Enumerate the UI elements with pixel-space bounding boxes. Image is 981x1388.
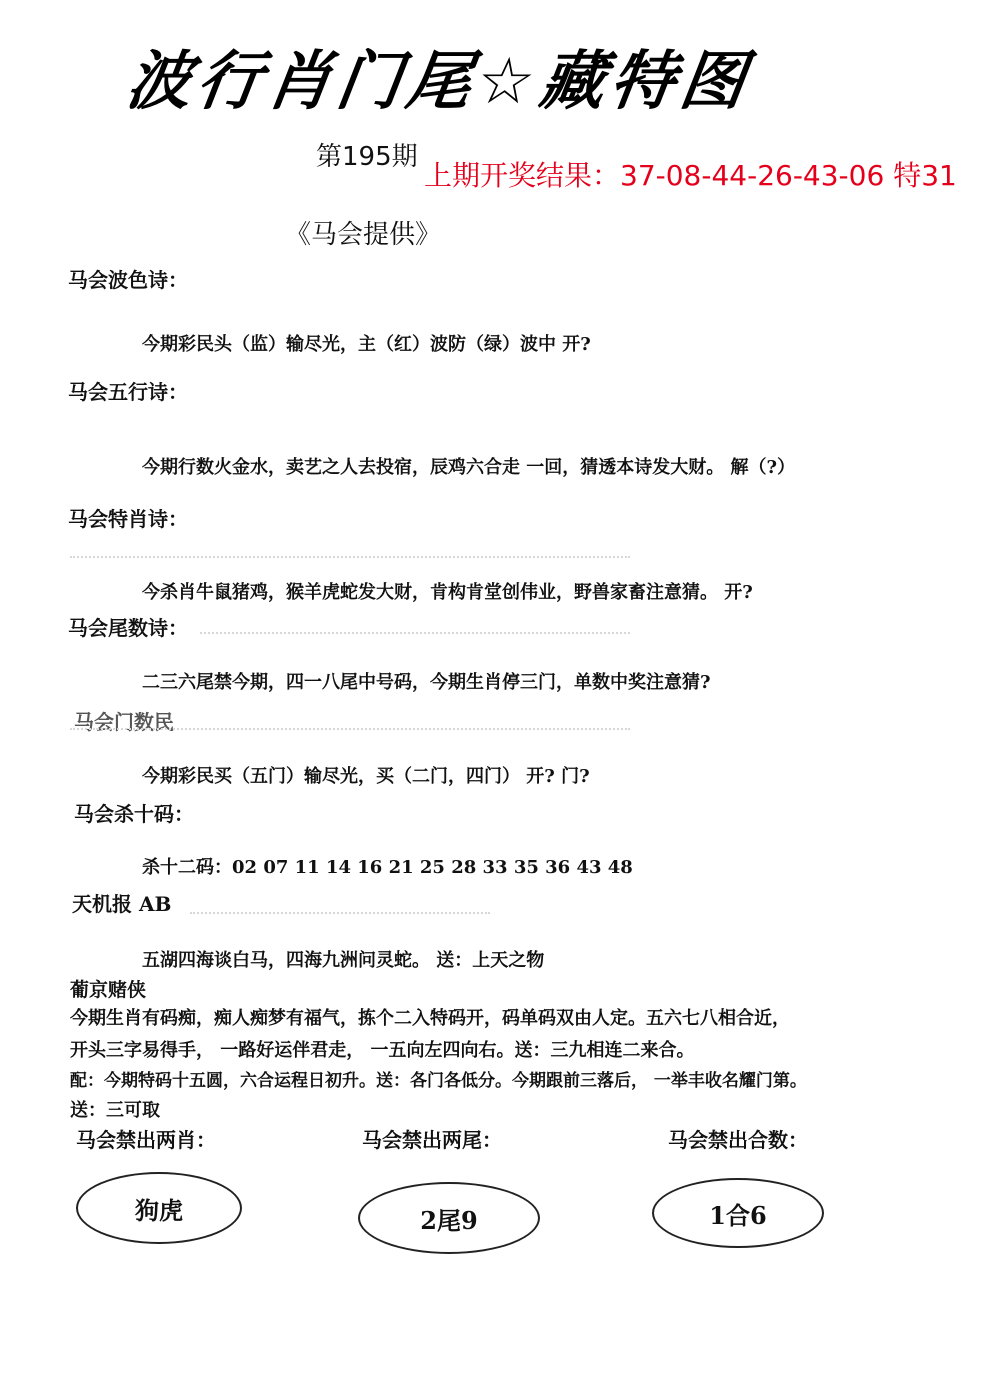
- divider: [70, 728, 630, 730]
- divider: [200, 632, 630, 634]
- pujing-line: 今期生肖有码痴，痴人痴梦有福气，拣个二入特码开，码单码双由人定。五六七八相合近，: [70, 1008, 790, 1029]
- ban-sum-value: 1合6: [709, 1200, 767, 1230]
- tail-number-label: 马会尾数诗：: [68, 616, 188, 640]
- divider: [190, 912, 490, 914]
- ban-sum-oval: [652, 1178, 824, 1248]
- wave-color-label: 马会波色诗：: [68, 268, 188, 292]
- kill-ten-label: 马会杀十码：: [74, 802, 194, 826]
- pujing-line: 送：三可取: [70, 1100, 160, 1121]
- last-draw-result: 上期开奖结果：37-08-44-26-43-06 特31: [424, 159, 957, 192]
- ban-tail-oval: [358, 1182, 540, 1254]
- pujing-label: 葡京赌侠: [70, 979, 147, 1001]
- kill-ten-numbers: 杀十二码：02 07 11 14 16 21 25 28 33 35 36 43 48: [142, 857, 633, 878]
- five-elements-label: 马会五行诗：: [68, 380, 188, 404]
- tail-number-poem: 二三六尾禁今期，四一八尾中号码，今期生肖停三门，单数中奖注意猜?: [142, 672, 711, 693]
- door-number-poem: 今期彩民买（五门）输尽光，买（二门，四门） 开? 门?: [142, 766, 590, 787]
- page-title: 波行肖门尾☆藏特图: [121, 45, 756, 119]
- provider-heading: 《马会提供》: [285, 220, 442, 250]
- divider: [70, 556, 630, 558]
- tianji-label: 天机报 AB: [72, 892, 172, 916]
- ban-zodiac-label: 马会禁出两肖：: [76, 1128, 216, 1152]
- ban-tail-label: 马会禁出两尾：: [362, 1128, 502, 1152]
- issue-number: 第195期: [316, 142, 418, 172]
- special-zodiac-label: 马会特肖诗：: [68, 507, 188, 531]
- ban-zodiac-value: 狗虎: [135, 1195, 183, 1225]
- ban-sum-label: 马会禁出合数：: [668, 1128, 808, 1152]
- tianji-text: 五湖四海谈白马，四海九洲问灵蛇。 送：上天之物: [142, 950, 545, 971]
- special-zodiac-poem: 今杀肖牛鼠猪鸡，猴羊虎蛇发大财，肯构肯堂创伟业，野兽家畜注意猜。 开?: [142, 582, 753, 603]
- ban-zodiac-oval: [76, 1172, 242, 1244]
- five-elements-poem: 今期行数火金水，卖艺之人去投宿，辰鸡六合走 一回，猜透本诗发大财。 解（?）: [142, 457, 796, 478]
- ban-tail-value: 2尾9: [420, 1205, 478, 1235]
- door-number-label: 马会门数民: [74, 710, 174, 734]
- pujing-line: 配：今期特码十五圆，六合运程日初升。送：各门各低分。今期跟前三落后， 一举丰收名耀门第。: [70, 1071, 807, 1091]
- wave-color-poem: 今期彩民头（监）输尽光，主（红）波防（绿）波中 开?: [142, 334, 591, 355]
- pujing-line: 开头三字易得手， 一路好运伴君走， 一五向左四向右。送：三九相连二来合。: [70, 1040, 695, 1061]
